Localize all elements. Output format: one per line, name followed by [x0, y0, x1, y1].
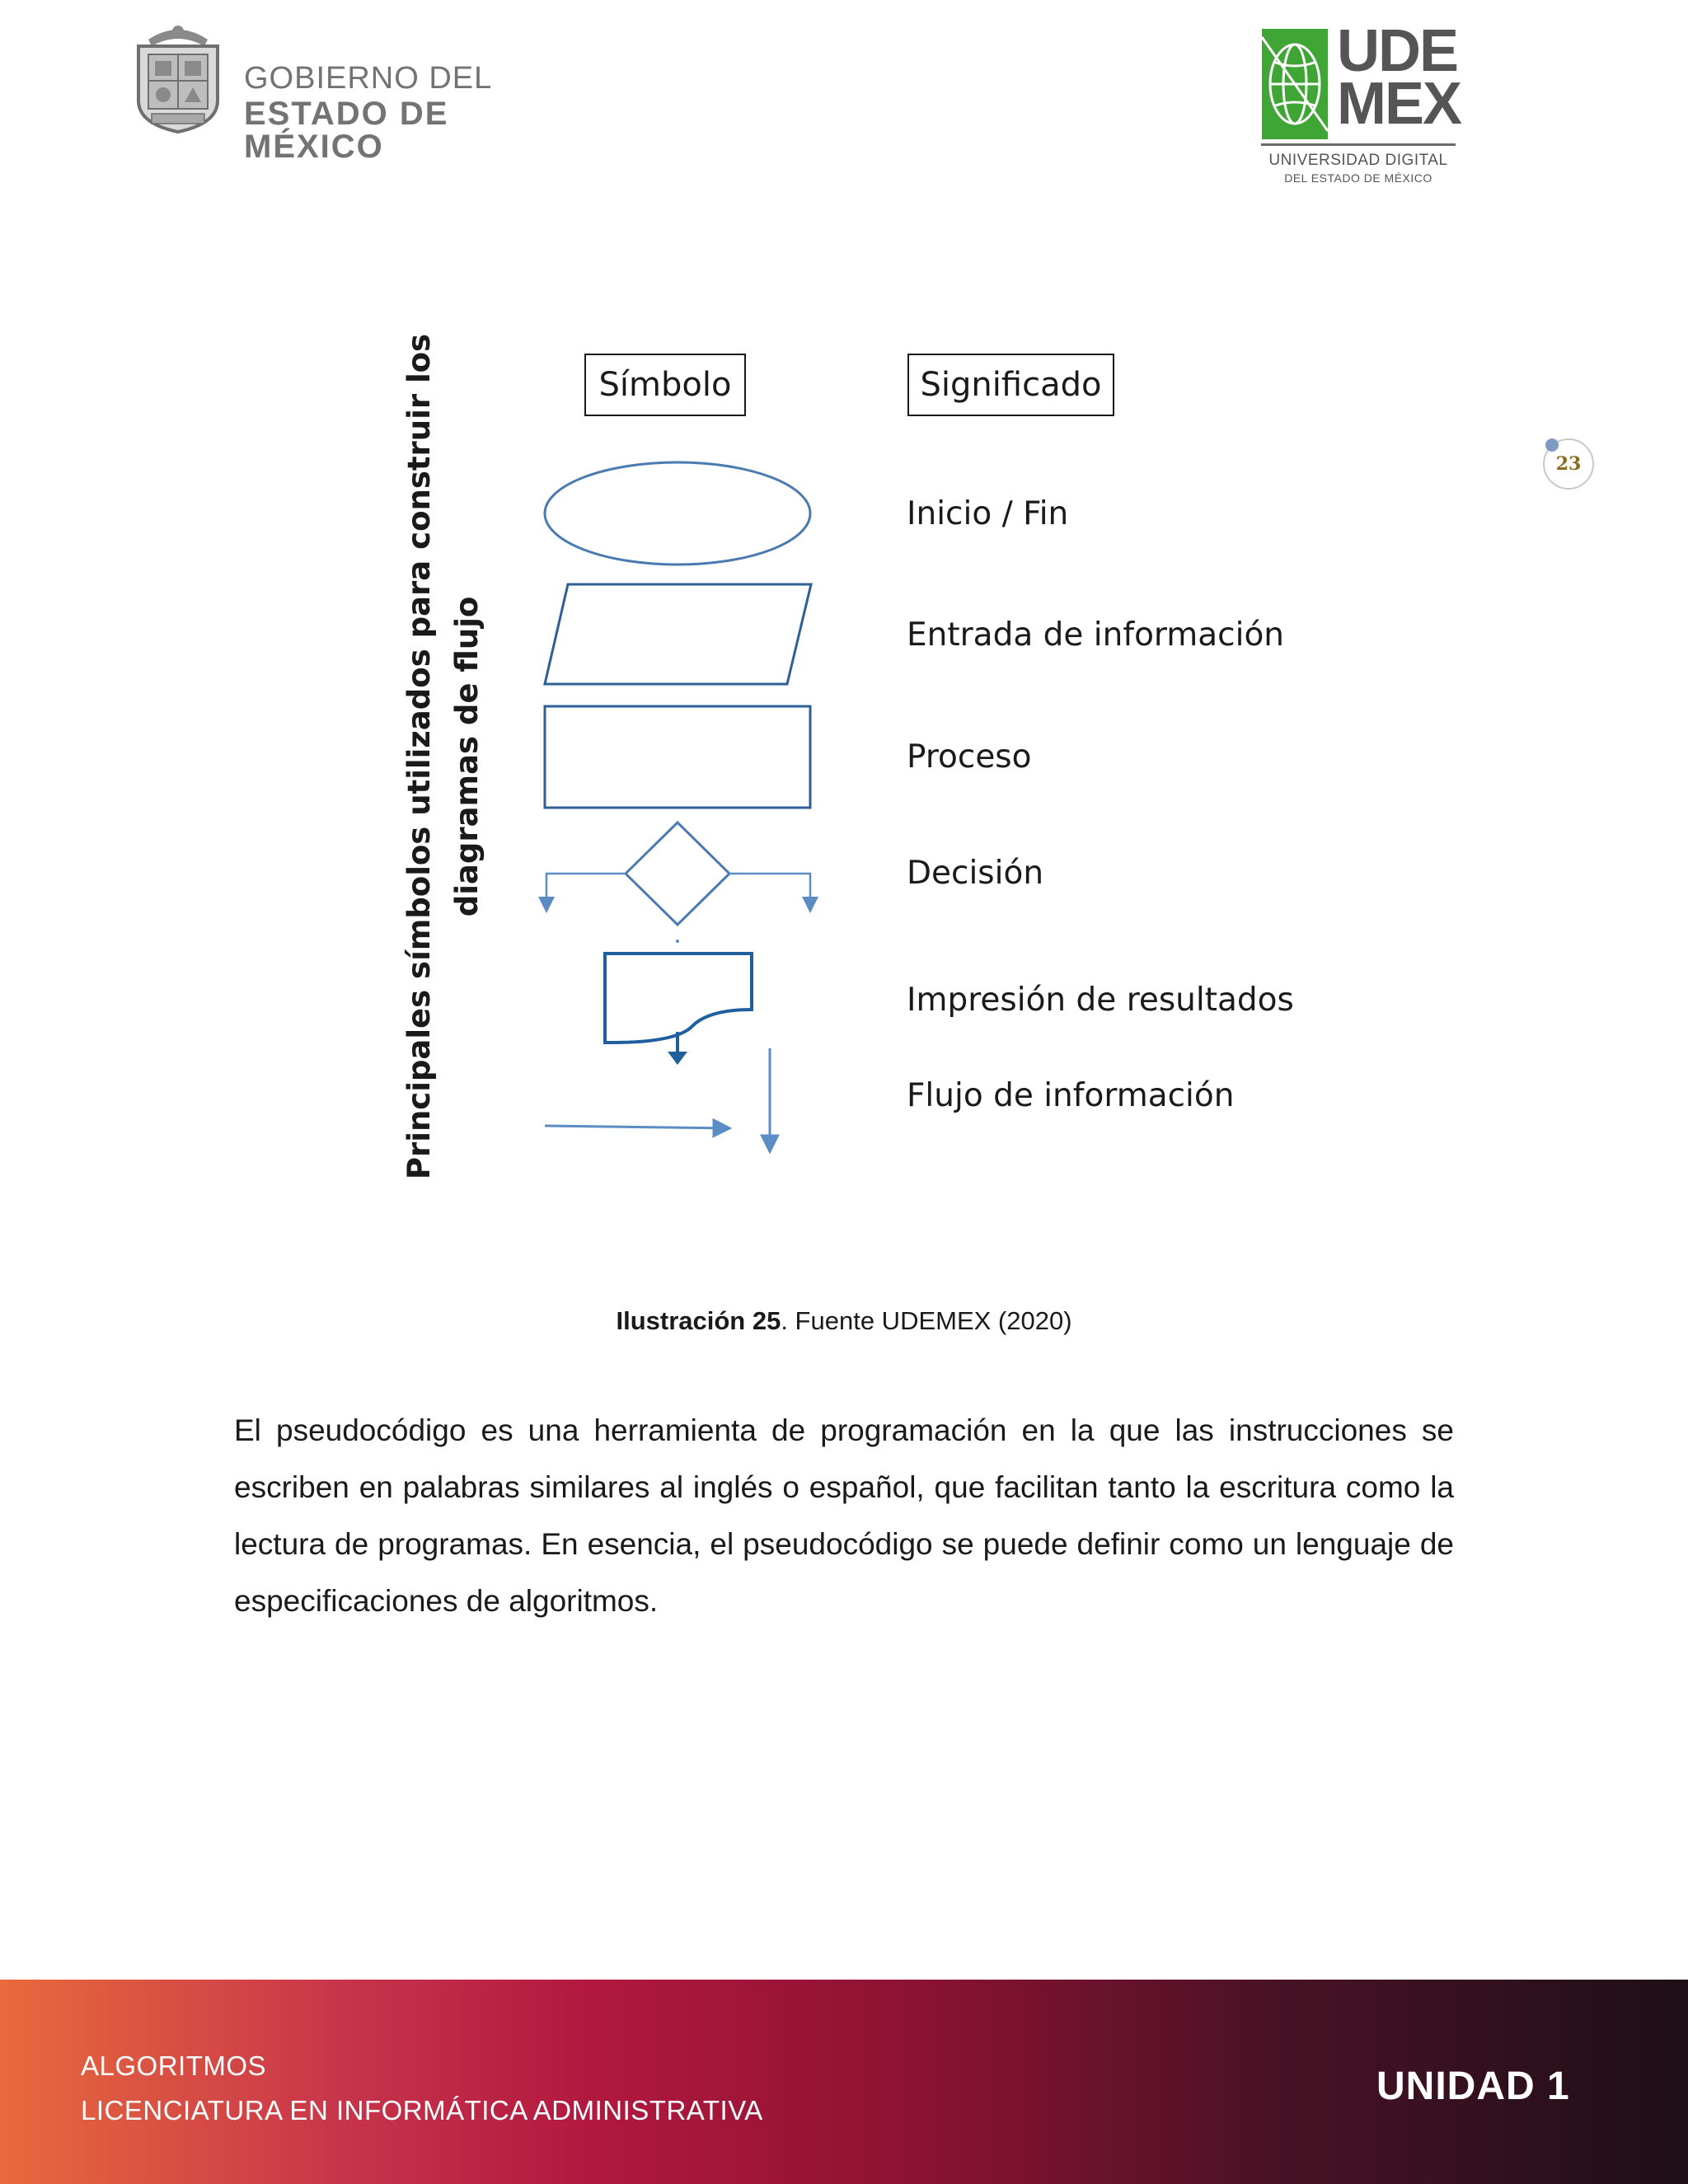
udemex-subtitle: UNIVERSIDAD DIGITAL — [1268, 152, 1448, 169]
column-header-symbol: Símbolo — [584, 354, 746, 416]
meaning-impresion: Impresión de resultados — [907, 982, 1294, 1019]
figure-caption — [0, 1306, 1688, 1336]
diamond-symbol — [546, 823, 810, 943]
government-name-line1: GOBIERNO DEL — [244, 61, 493, 96]
page-number-badge: 23 — [1543, 438, 1594, 490]
meaning-inicio-fin: Inicio / Fin — [907, 495, 1069, 532]
meaning-proceso: Proceso — [907, 738, 1032, 776]
government-name-line2: ESTADO DE MÉXICO — [244, 96, 449, 165]
body-paragraph: El pseudocódigo es una herramienta de programación en la que las instrucciones se escriben en palabras similares al inglés o español, que facilitan tanto la escritura como la lectura de programas. En esencia, el pseudocódigo se puede definir como un lenguaje de especificaciones de algoritmos. — [234, 1413, 1454, 1618]
meaning-entrada: Entrada de información — [907, 616, 1285, 654]
rectangle-symbol — [545, 706, 810, 808]
footer-banner — [0, 1980, 1688, 2184]
meaning-flujo: Flujo de información — [907, 1077, 1235, 1114]
caption-source: . Fuente UDEMEX (2020) — [781, 1306, 1072, 1335]
footer-course-name: ALGORITMOS — [81, 2050, 267, 2081]
flow-arrows-symbol — [545, 1048, 770, 1152]
udemex-wordmark-line1: UDE — [1337, 18, 1458, 84]
udemex-wordmark-line2: MEX — [1337, 71, 1461, 137]
figure-vertical-title: Principales símbolos utilizados para construir los diagramas de flujo — [401, 333, 485, 1180]
caption-label: Ilustración 25 — [616, 1306, 781, 1335]
meaning-decision: Decisión — [907, 855, 1044, 892]
footer-program-name: LICENCIATURA EN INFORMÁTICA ADMINISTRATIVA — [81, 2095, 763, 2125]
document-symbol — [605, 954, 752, 1065]
column-header-meaning: Significado — [907, 354, 1114, 416]
oval-symbol — [545, 462, 810, 565]
udemex-subtitle-small: DEL ESTADO DE MÉXICO — [1284, 171, 1432, 185]
footer-unit-label: UNIDAD 1 — [1376, 2064, 1570, 2108]
parallelogram-symbol — [545, 584, 811, 684]
